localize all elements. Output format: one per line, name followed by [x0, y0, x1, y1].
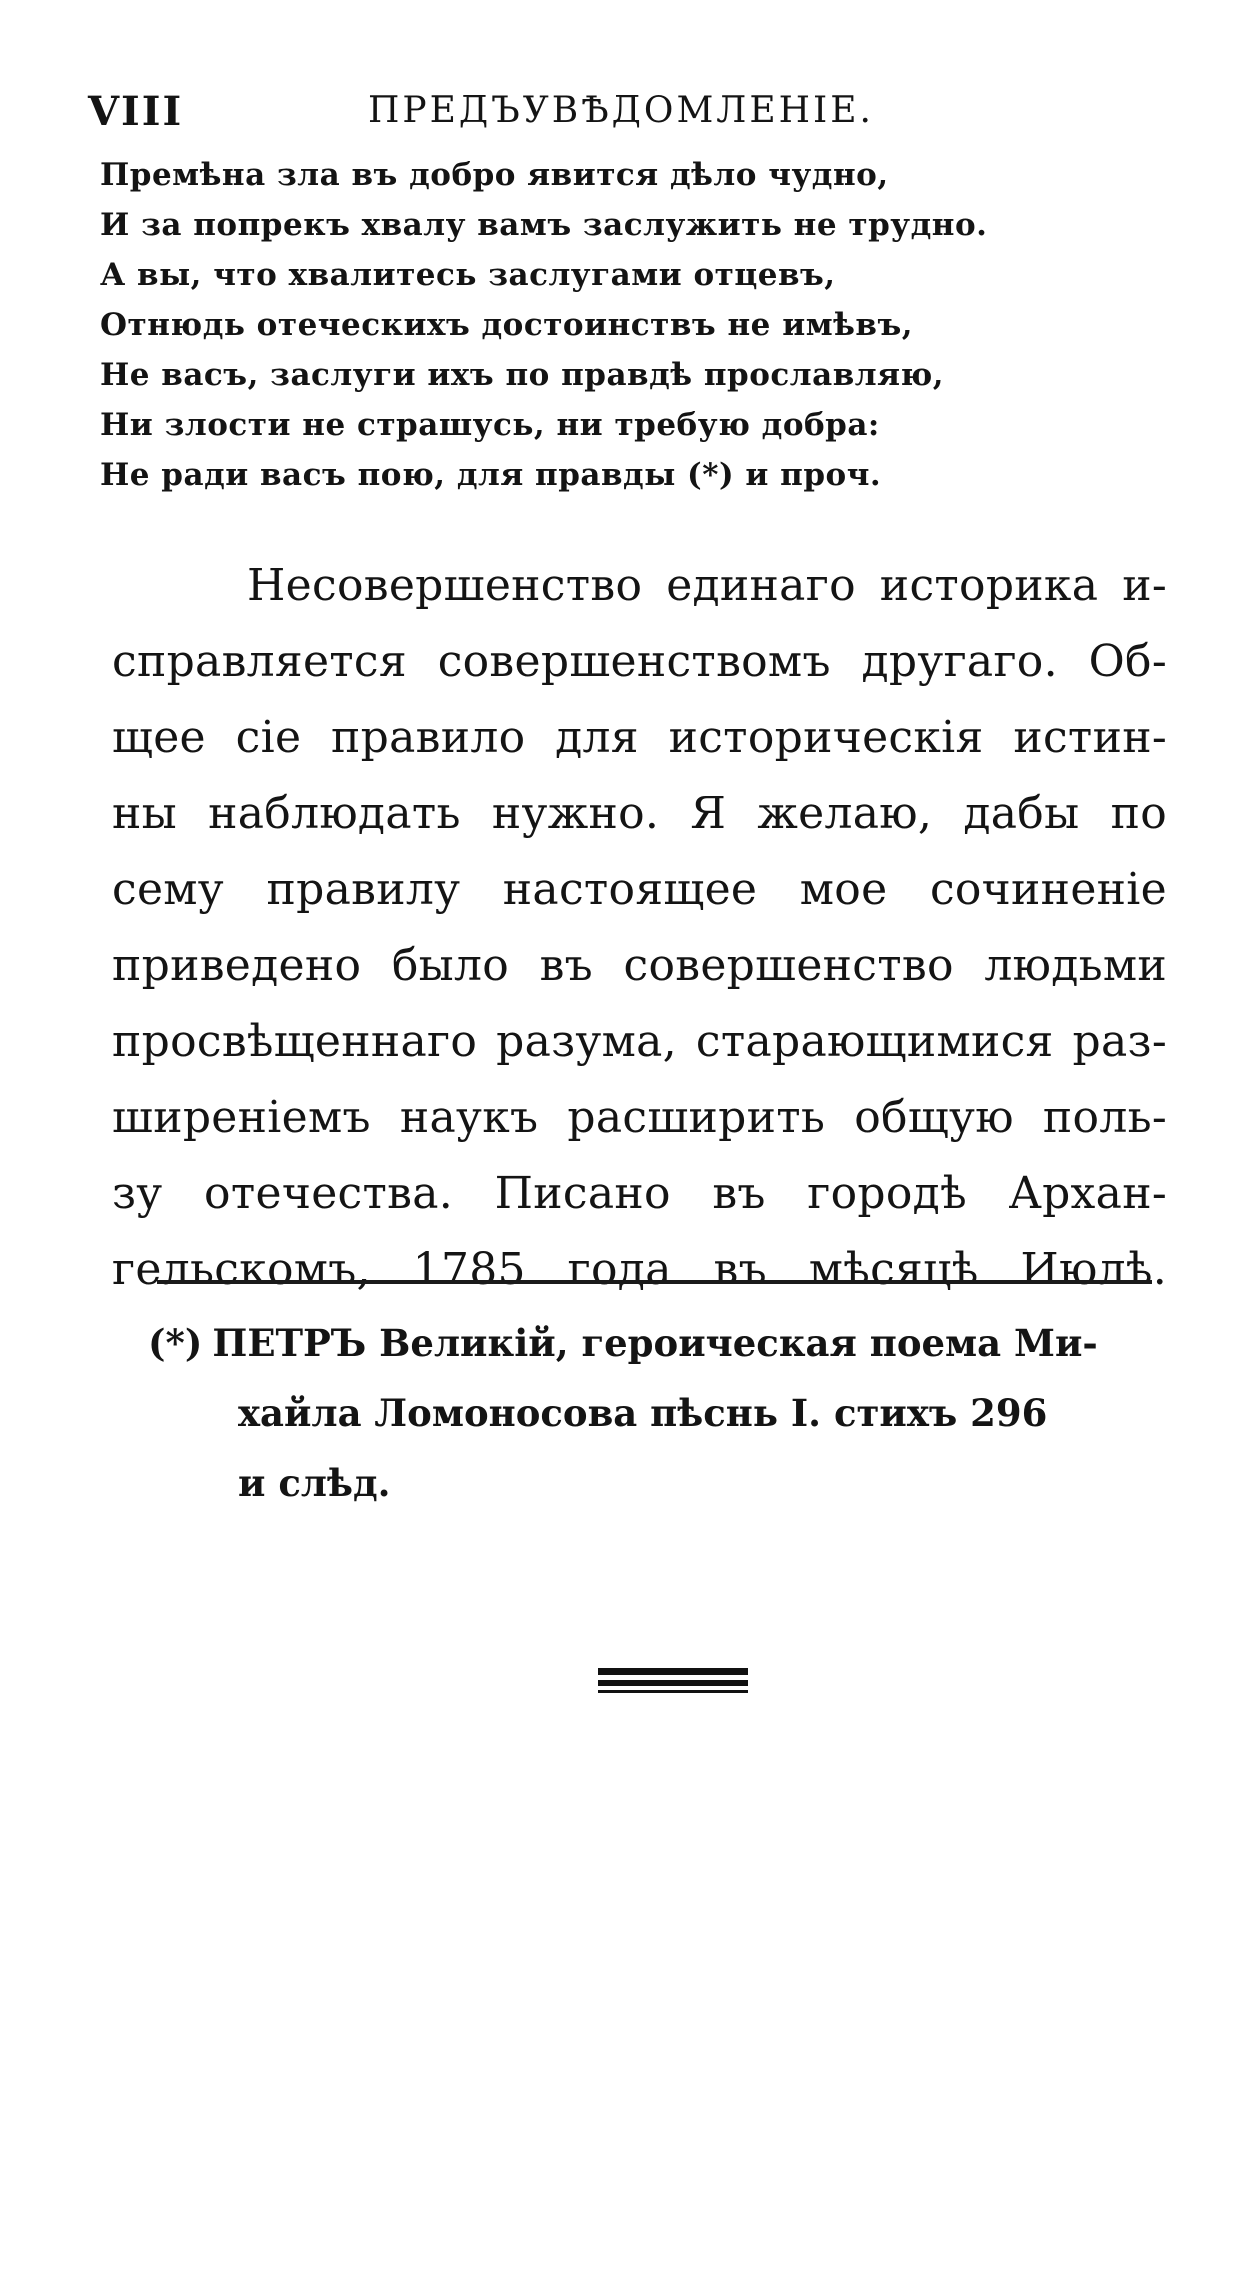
end-ornament-rule — [598, 1668, 748, 1698]
body-line: гельскомъ, 1785 года въ мѣсяцѣ Июлѣ. — [112, 1244, 1167, 1295]
running-title: ПРЕДЪУВѢДОМЛЕНIЕ. — [368, 90, 874, 131]
body-line: справляется совершенствомъ другаго. Об- — [112, 636, 1167, 687]
verse-line: А вы, что хвалитесь заслугами отцевъ, — [100, 257, 836, 293]
body-line: приведено было въ совершенство людьми — [112, 940, 1167, 991]
footnote-line — [148, 1308, 1178, 1378]
verse-line: Премѣна зла въ добро явится дѣло чудно, — [100, 157, 889, 193]
ornament-bar — [598, 1668, 748, 1675]
verse-line: Не васъ, заслуги ихъ по правдѣ прославляю, — [100, 357, 945, 393]
body-line: зу отечества. Писано въ городѣ Архан- — [112, 1168, 1167, 1219]
footnote-separator-rule — [157, 1280, 1152, 1284]
page-number: VIII — [88, 88, 184, 135]
verse-line: Отнюдь отеческихъ достоинствъ не имѣвъ, — [100, 307, 914, 343]
body-line: Несовершенство единаго историка и- — [247, 560, 1167, 611]
footnote-marker: (*) — [148, 1321, 203, 1365]
verse-quotation — [100, 150, 1180, 500]
page-header — [88, 88, 1168, 148]
footnote-line: хайла Ломоносова пѣснь I. стихъ 296 — [238, 1391, 1048, 1435]
body-line: сему правилу настоящее мое сочиненiе — [112, 864, 1167, 915]
verse-line: И за попрекъ хвалу вамъ заслужить не трудно. — [100, 207, 988, 243]
body-line: ширенiемъ наукъ расширить общую поль- — [112, 1092, 1167, 1143]
ornament-bar — [598, 1680, 748, 1686]
body-line: ны наблюдать нужно. Я желаю, дабы по — [112, 788, 1167, 839]
footnote-text: ПЕТРЪ Великiй, героическая поема Ми- — [212, 1321, 1098, 1365]
body-line: щее сiе правило для историческiя истин- — [112, 712, 1167, 763]
ornament-bar — [598, 1690, 748, 1693]
body-paragraph — [112, 548, 1167, 1308]
body-line: просвѣщеннаго разума, старающимися раз- — [112, 1016, 1167, 1067]
verse-line: Не ради васъ пою, для правды (*) и проч. — [100, 457, 882, 493]
footnote — [148, 1308, 1178, 1518]
footnote-line: и слѣд. — [238, 1461, 391, 1505]
verse-line: Ни злости не страшусь, ни требую добра: — [100, 407, 880, 443]
